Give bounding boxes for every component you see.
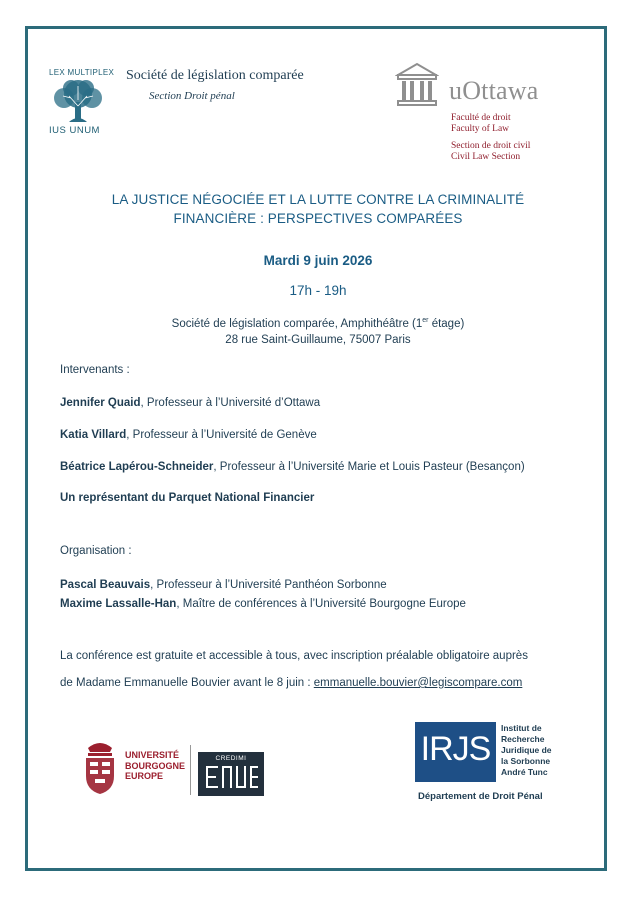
irjs-department: Département de Droit Pénal xyxy=(418,791,543,802)
ube-crest-icon xyxy=(78,738,122,796)
event-venue xyxy=(60,313,576,348)
irjs-letters: IRJS xyxy=(420,730,491,768)
logo-divider xyxy=(190,745,191,795)
registration-line1: La conférence est gratuite et accessible à tous, avec inscription préalable obligatoire auprès xyxy=(60,650,528,662)
venue-line2: 28 rue Saint-Guillaume, 75007 Paris xyxy=(225,333,411,346)
tree-icon xyxy=(49,78,107,126)
slc-title: Société de législation comparée xyxy=(126,68,304,83)
event-title-line1: LA JUSTICE NÉGOCIÉE ET LA LUTTE CONTRE LA CRIMINALITÉ xyxy=(111,192,525,207)
uottawa-faculty xyxy=(451,113,511,135)
irjs-name: Institut de Recherche Juridique de la Sorbonne André Tunc xyxy=(501,723,552,777)
organisation-heading: Organisation : xyxy=(60,545,132,557)
event-time: 17h - 19h xyxy=(289,283,347,298)
uottawa-section-en: Civil Law Section xyxy=(451,152,521,162)
lex-multiplex-text: LEX MULTIPLEX xyxy=(49,68,115,77)
slc-subtitle: Section Droit pénal xyxy=(149,90,235,102)
uottawa-section xyxy=(451,141,530,163)
venue-line1: Société de législation comparée, Amphithéâtre (1er étage) xyxy=(171,317,465,330)
registration-line2: de Madame Emmanuelle Bouvier avant le 8 juin : emmanuelle.bouvier@legiscompare.com xyxy=(60,677,523,689)
uottawa-name: uOttawa xyxy=(449,76,539,105)
ius-unum-text: IUS UNUM xyxy=(49,125,100,136)
uottawa-section-fr: Section de droit civil xyxy=(451,141,531,151)
event-date: Mardi 9 juin 2026 xyxy=(263,253,373,268)
uottawa-building-icon xyxy=(395,61,439,107)
event-title xyxy=(60,190,576,228)
speakers-heading: Intervenants : xyxy=(60,364,130,376)
registration-email-link[interactable]: emmanuelle.bouvier@legiscompare.com xyxy=(313,677,523,689)
organiser-item: Maxime Lassalle-Han, Maître de conférences à l’Université Bourgogne Europe xyxy=(60,598,466,610)
speaker-item: Béatrice Lapérou-Schneider, Professeur à l’Université Marie et Louis Pasteur (Besançon) xyxy=(60,461,525,473)
uottawa-faculty-fr: Faculté de droit xyxy=(451,113,511,123)
organiser-item: Pascal Beauvais, Professeur à l’Université Panthéon Sorbonne xyxy=(60,579,387,591)
speaker-item: Katia Villard, Professeur à l’Université de Genève xyxy=(60,429,317,441)
event-title-line2: FINANCIÈRE : PERSPECTIVES COMPARÉES xyxy=(173,211,463,226)
credimi-label: CREDIMI xyxy=(215,755,247,762)
ube-name: UNIVERSITÉ BOURGOGNE EUROPE xyxy=(125,750,186,781)
uottawa-faculty-en: Faculty of Law xyxy=(451,124,510,134)
speaker-item: Un représentant du Parquet National Financier xyxy=(60,492,315,504)
speaker-item: Jennifer Quaid, Professeur à l’Université d’Ottawa xyxy=(60,397,321,409)
